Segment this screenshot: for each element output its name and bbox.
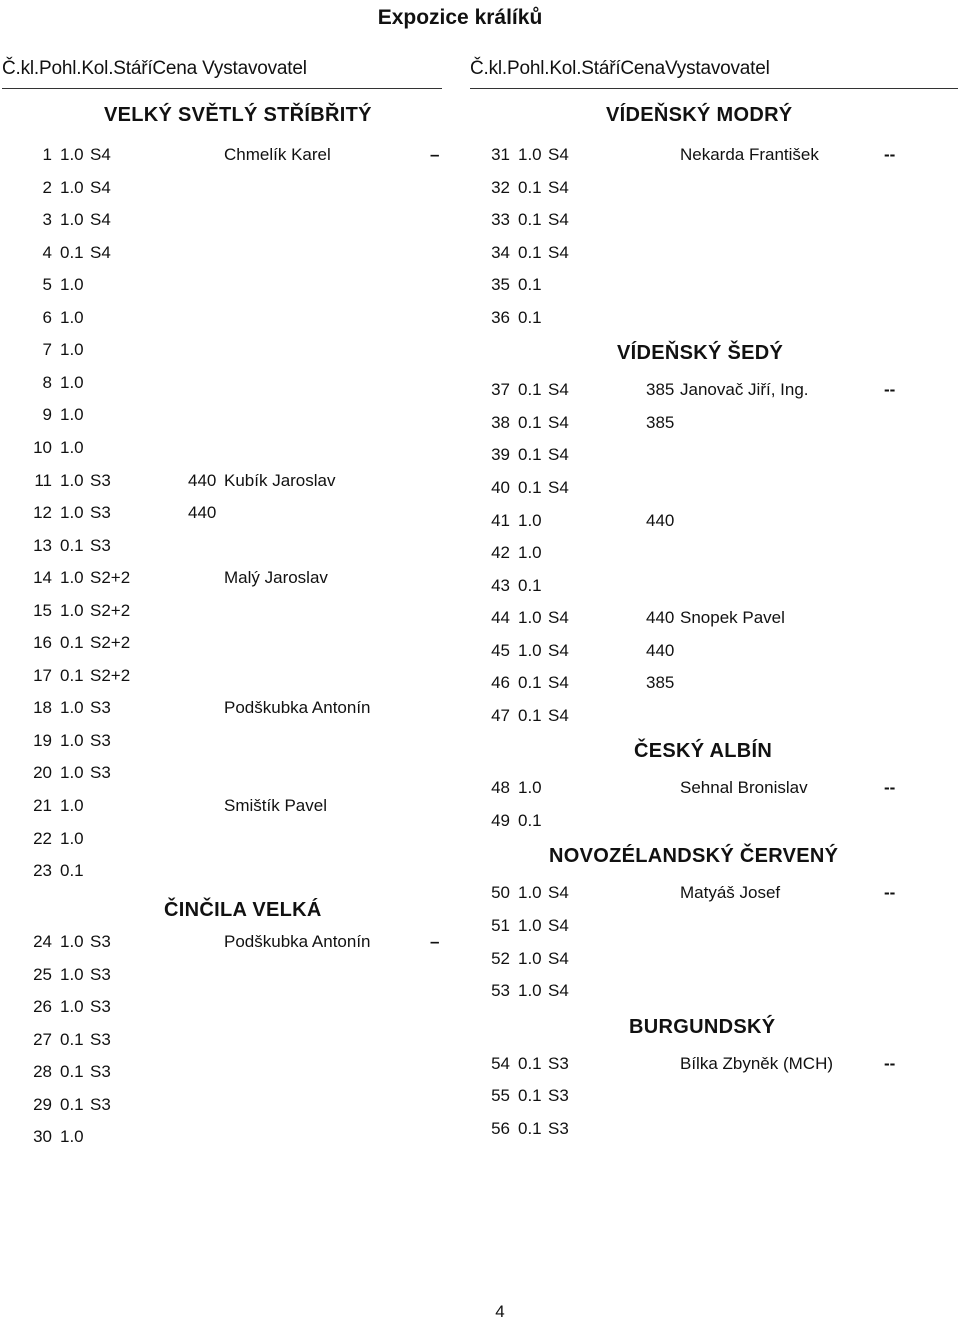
header-cena: Cena [152, 58, 198, 79]
row-grade: S4 [548, 883, 569, 903]
row-sex: 0.1 [518, 1086, 542, 1106]
row-sex: 1.0 [60, 307, 84, 327]
row-sex: 1.0 [60, 730, 84, 750]
row-cage-number: 7 [42, 340, 52, 360]
row-mark: -- [884, 380, 896, 400]
row-mark: -- [884, 883, 896, 903]
row-cage-number: 26 [33, 997, 52, 1017]
row-grade: S3 [90, 535, 111, 555]
row-sex: 1.0 [60, 145, 84, 164]
row-grade: S4 [548, 640, 569, 660]
row-grade: S3 [90, 1029, 111, 1049]
row-grade: S4 [548, 608, 569, 628]
section-heading: ČINČILA VELKÁ [164, 898, 322, 921]
row-grade: S3 [90, 730, 111, 750]
row-cage-number: 3 [42, 210, 52, 230]
row-sex: 0.1 [518, 1053, 542, 1073]
row-sex: 0.1 [60, 535, 84, 555]
row-cage-number: 29 [33, 1094, 52, 1114]
row-cage-number: 51 [491, 916, 510, 935]
row-cage-number: 31 [491, 145, 510, 164]
page-title: Expozice králíků [377, 6, 543, 29]
row-cage-number: 56 [491, 1118, 510, 1138]
row-sex: 0.1 [60, 665, 84, 685]
row-sex: 1.0 [518, 640, 542, 660]
header-cislo-klece: Č.kl. [2, 58, 40, 79]
row-cage-number: 13 [33, 535, 52, 555]
row-exhibitor: Matyáš Josef [680, 883, 781, 903]
row-sex: 0.1 [518, 477, 542, 497]
section-heading: BURGUNDSKÝ [629, 1015, 776, 1038]
left-header-divider [2, 88, 442, 89]
row-cage-number: 48 [491, 778, 510, 798]
row-grade: S3 [548, 1118, 569, 1138]
row-grade: S3 [90, 470, 111, 490]
row-grade: S3 [90, 763, 111, 783]
row-grade: S4 [548, 916, 569, 935]
left-column-header [2, 58, 307, 80]
row-cage-number: 33 [491, 210, 510, 230]
row-sex: 1.0 [60, 210, 84, 230]
row-grade: S4 [548, 673, 569, 693]
row-cage-number: 9 [42, 405, 52, 425]
row-mark: -- [884, 1053, 896, 1073]
row-cage-number: 15 [33, 600, 52, 620]
row-cage-number: 35 [491, 275, 510, 295]
row-sex: 1.0 [60, 932, 84, 952]
row-sex: 0.1 [518, 380, 542, 400]
row-sex: 1.0 [60, 1127, 84, 1147]
row-cage-number: 20 [33, 763, 52, 783]
row-price: 385 [646, 673, 675, 693]
row-sex: 0.1 [518, 275, 542, 295]
row-cage-number: 12 [33, 503, 52, 523]
row-sex: 0.1 [518, 575, 542, 595]
row-cage-number: 39 [491, 445, 510, 465]
row-sex: 1.0 [60, 600, 84, 620]
row-cage-number: 6 [42, 307, 52, 327]
row-sex: 1.0 [60, 405, 84, 425]
row-cage-number: 30 [33, 1127, 52, 1147]
row-sex: 1.0 [60, 503, 84, 523]
row-grade: S4 [548, 477, 569, 497]
row-cage-number: 43 [491, 575, 510, 595]
row-price: 440 [188, 503, 217, 523]
row-exhibitor: Snopek Pavel [680, 608, 785, 628]
row-mark: -- [884, 778, 896, 798]
row-cage-number: 28 [33, 1062, 52, 1082]
row-sex: 1.0 [518, 778, 542, 798]
header-cena: Cena [620, 58, 666, 79]
row-grade: S2+2 [90, 568, 131, 588]
row-sex: 1.0 [60, 437, 84, 457]
row-cage-number: 19 [33, 730, 52, 750]
row-cage-number: 22 [33, 828, 52, 848]
row-grade: S4 [90, 242, 111, 262]
row-grade: S4 [548, 981, 569, 1001]
row-sex: 1.0 [518, 883, 542, 903]
row-sex: 1.0 [518, 916, 542, 935]
row-price: 440 [646, 608, 675, 628]
row-cage-number: 36 [491, 307, 510, 327]
row-price: 440 [188, 470, 217, 490]
row-exhibitor: Janovač Jiří, Ing. [680, 380, 809, 400]
row-cage-number: 41 [491, 510, 510, 530]
row-cage-number: 42 [491, 543, 510, 563]
row-price: 385 [646, 380, 675, 400]
row-grade: S3 [90, 997, 111, 1017]
header-vystavovatel: Vystavovatel [665, 58, 770, 79]
row-exhibitor: Kubík Jaroslav [224, 470, 336, 490]
row-sex: 0.1 [518, 242, 542, 262]
row-price: 440 [646, 510, 675, 530]
row-sex: 1.0 [60, 470, 84, 490]
row-cage-number: 4 [42, 242, 52, 262]
row-sex: 1.0 [60, 275, 84, 295]
row-grade: S4 [90, 177, 111, 197]
row-cage-number: 2 [42, 177, 52, 197]
row-exhibitor: Smištík Pavel [224, 796, 327, 815]
row-grade: S3 [548, 1053, 569, 1073]
row-mark: – [430, 145, 440, 164]
row-cage-number: 5 [42, 275, 52, 295]
row-sex: 0.1 [518, 412, 542, 432]
row-cage-number: 10 [33, 437, 52, 457]
row-sex: 1.0 [60, 828, 84, 848]
row-sex: 0.1 [518, 210, 542, 230]
row-sex: 0.1 [60, 861, 84, 881]
row-sex: 1.0 [518, 145, 542, 164]
header-pohlavi: Pohl. [39, 58, 82, 79]
row-cage-number: 14 [33, 568, 52, 588]
header-cislo-klece: Č.kl. [470, 58, 508, 79]
row-cage-number: 49 [491, 810, 510, 830]
row-cage-number: 32 [491, 177, 510, 197]
header-stari: Stáří [113, 58, 153, 79]
page-number: 4 [495, 1302, 505, 1321]
section-heading: VÍDEŇSKÝ MODRÝ [606, 104, 793, 126]
row-sex: 1.0 [60, 763, 84, 783]
row-sex: 0.1 [518, 673, 542, 693]
row-grade: S4 [548, 177, 569, 197]
row-sex: 1.0 [518, 543, 542, 563]
row-cage-number: 47 [491, 705, 510, 725]
row-sex: 1.0 [60, 568, 84, 588]
row-cage-number: 52 [491, 948, 510, 968]
row-grade: S2+2 [90, 633, 131, 653]
row-cage-number: 23 [33, 861, 52, 881]
row-cage-number: 34 [491, 242, 510, 262]
row-sex: 1.0 [60, 796, 84, 815]
row-sex: 0.1 [518, 177, 542, 197]
right-column-header [470, 58, 770, 80]
row-cage-number: 17 [33, 665, 52, 685]
row-cage-number: 11 [34, 470, 52, 490]
row-sex: 1.0 [518, 981, 542, 1001]
right-header-divider [470, 88, 958, 89]
row-grade: S4 [548, 705, 569, 725]
row-cage-number: 46 [491, 673, 510, 693]
row-cage-number: 50 [491, 883, 510, 903]
row-grade: S4 [548, 242, 569, 262]
row-cage-number: 54 [491, 1053, 510, 1073]
row-cage-number: 40 [491, 477, 510, 497]
row-cage-number: 18 [33, 698, 52, 718]
row-exhibitor: Bílka Zbyněk (MCH) [680, 1053, 834, 1073]
row-grade: S3 [90, 964, 111, 984]
row-cage-number: 8 [42, 372, 52, 392]
row-mark: – [430, 932, 440, 952]
row-grade: S4 [548, 445, 569, 465]
row-sex: 0.1 [60, 242, 84, 262]
row-sex: 0.1 [60, 633, 84, 653]
row-cage-number: 25 [33, 964, 52, 984]
section-heading: NOVOZÉLANDSKÝ ČERVENÝ [549, 845, 839, 868]
row-cage-number: 21 [33, 796, 52, 815]
header-kolekce: Kol. [549, 58, 582, 79]
row-exhibitor: Chmelík Karel [224, 145, 331, 164]
row-cage-number: 38 [491, 412, 510, 432]
row-grade: S4 [548, 948, 569, 968]
row-grade: S3 [90, 503, 111, 523]
row-cage-number: 16 [33, 633, 52, 653]
row-sex: 1.0 [518, 608, 542, 628]
row-grade: S3 [548, 1086, 569, 1106]
row-grade: S2+2 [90, 600, 131, 620]
row-cage-number: 53 [491, 981, 510, 1001]
header-kolekce: Kol. [81, 58, 114, 79]
row-grade: S3 [90, 698, 111, 718]
row-grade: S4 [548, 145, 569, 164]
row-cage-number: 44 [491, 608, 510, 628]
row-price: 385 [646, 412, 675, 432]
row-exhibitor: Nekarda František [680, 145, 819, 164]
section-heading: ČESKÝ ALBÍN [634, 740, 773, 763]
row-grade: S4 [548, 380, 569, 400]
row-sex: 1.0 [518, 948, 542, 968]
row-sex: 0.1 [60, 1062, 84, 1082]
row-exhibitor: Podškubka Antonín [224, 932, 371, 952]
row-cage-number: 55 [491, 1086, 510, 1106]
row-exhibitor: Podškubka Antonín [224, 698, 371, 718]
row-sex: 0.1 [518, 705, 542, 725]
row-grade: S4 [548, 210, 569, 230]
row-grade: S2+2 [90, 665, 131, 685]
row-sex: 1.0 [60, 340, 84, 360]
row-grade: S4 [548, 412, 569, 432]
section-heading: VÍDEŇSKÝ ŠEDÝ [617, 342, 784, 365]
row-cage-number: 45 [491, 640, 510, 660]
row-cage-number: 37 [491, 380, 510, 400]
row-grade: S3 [90, 1062, 111, 1082]
row-exhibitor: Sehnal Bronislav [680, 778, 808, 798]
row-sex: 1.0 [60, 964, 84, 984]
row-grade: S4 [90, 145, 111, 164]
row-sex: 0.1 [518, 1118, 542, 1138]
row-sex: 1.0 [60, 698, 84, 718]
row-sex: 0.1 [60, 1094, 84, 1114]
row-sex: 0.1 [518, 307, 542, 327]
header-vystavovatel: Vystavovatel [202, 58, 307, 79]
row-exhibitor: Malý Jaroslav [224, 568, 328, 588]
row-grade: S4 [90, 210, 111, 230]
row-cage-number: 24 [33, 932, 52, 952]
row-sex: 1.0 [60, 997, 84, 1017]
row-price: 440 [646, 640, 675, 660]
row-sex: 0.1 [518, 445, 542, 465]
row-mark: -- [884, 145, 896, 164]
row-cage-number: 27 [33, 1029, 52, 1049]
header-pohlavi: Pohl. [507, 58, 550, 79]
row-sex: 0.1 [60, 1029, 84, 1049]
row-grade: S3 [90, 932, 111, 952]
row-grade: S3 [90, 1094, 111, 1114]
section-heading: VELKÝ SVĚTLÝ STŘÍBŘITÝ [104, 104, 372, 126]
row-sex: 1.0 [60, 177, 84, 197]
row-sex: 1.0 [518, 510, 542, 530]
row-sex: 1.0 [60, 372, 84, 392]
header-stari: Stáří [581, 58, 621, 79]
row-sex: 0.1 [518, 810, 542, 830]
row-cage-number: 1 [42, 145, 52, 164]
